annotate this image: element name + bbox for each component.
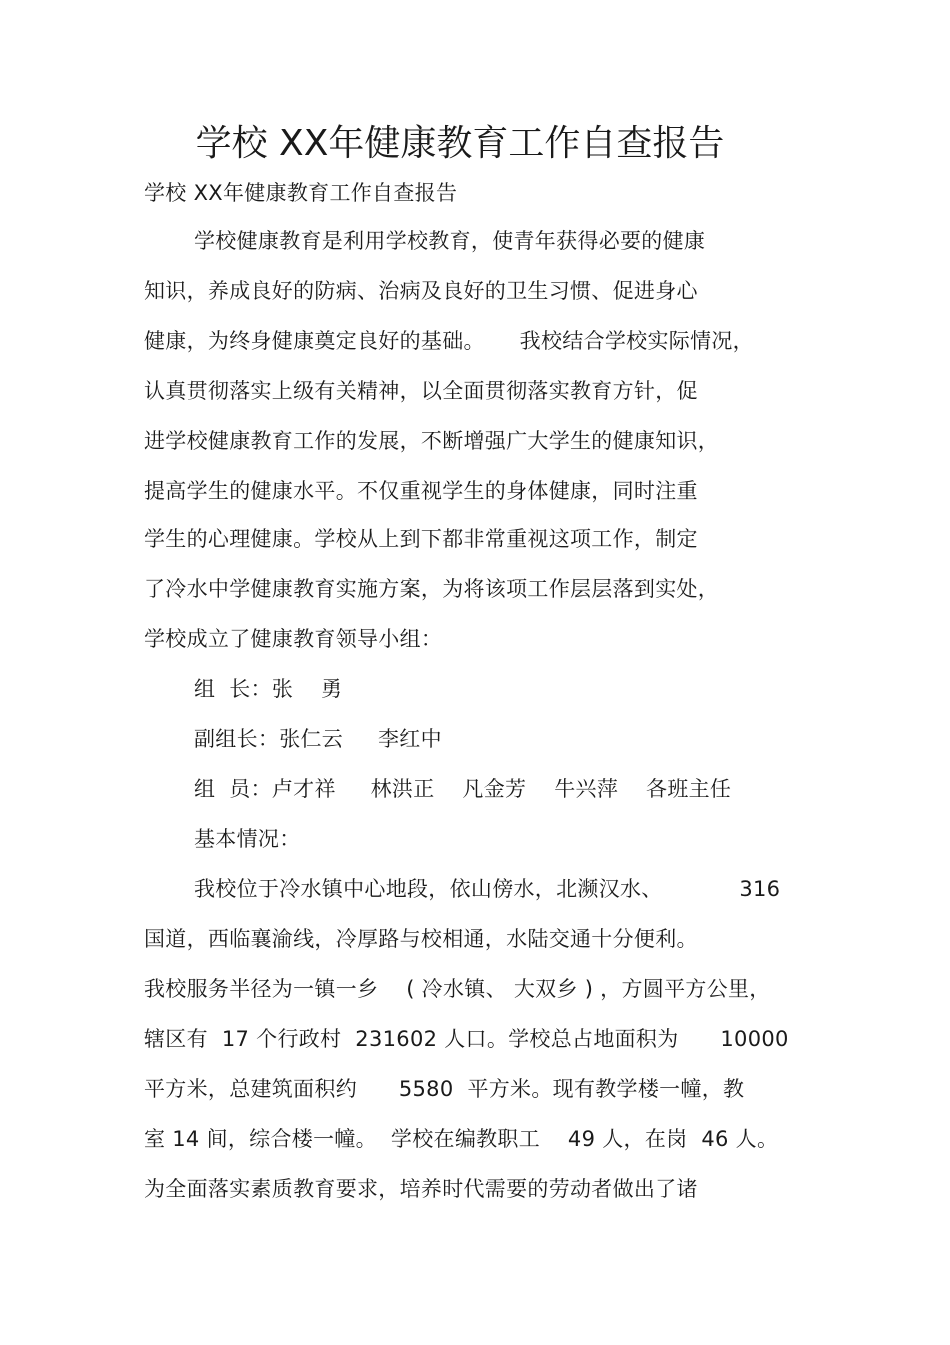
section-heading: 基本情况： — [194, 827, 301, 851]
body-line: 平方米，总建筑面积约 5580 平方米。现有教学楼一幢，教 — [144, 1077, 745, 1101]
body-line: 国道，西临襄渝线，冷厚路与校相通，水陆交通十分便利。 — [144, 927, 698, 951]
body-line: 室 14 间，综合楼一幢。 学校在编教职工 49 人，在岗 46 人。 — [144, 1127, 779, 1151]
body-line: 认真贯彻落实上级有关精神，以全面贯彻落实教育方针，促 — [144, 379, 698, 403]
body-line: 学校成立了健康教育领导小组： — [144, 627, 443, 651]
body-line: 提高学生的健康水平。不仅重视学生的身体健康，同时注重 — [144, 479, 698, 503]
body-line: 我校服务半径为一镇一乡 ( 冷水镇、 大双乡 ) ，方圆平方公里， — [144, 977, 771, 1001]
subtitle-line: 学校 XX年健康教育工作自查报告 — [144, 181, 458, 205]
body-line: 了冷水中学健康教育实施方案，为将该项工作层层落到实处， — [144, 577, 720, 601]
body-line: 辖区有 17 个行政村 231602 人口。学校总占地面积为 10000 — [144, 1027, 789, 1051]
document-title: 学校 XX年健康教育工作自查报告 — [195, 123, 725, 164]
body-line: 知识，养成良好的防病、治病及良好的卫生习惯、促进身心 — [144, 279, 698, 303]
group-members-line: 组 员：卢才祥 林洪正 凡金芳 牛兴萍 各班主任 — [194, 777, 732, 801]
body-line: 学校健康教育是利用学校教育，使青年获得必要的健康 — [194, 229, 706, 253]
body-line: 为全面落实素质教育要求，培养时代需要的劳动者做出了诸 — [144, 1177, 698, 1201]
body-line: 进学校健康教育工作的发展，不断增强广大学生的健康知识， — [144, 429, 720, 453]
group-leader-line: 组 长：张 勇 — [194, 677, 343, 701]
body-line: 我校位于冷水镇中心地段，依山傍水，北濒汉水、 316 — [194, 877, 781, 901]
body-line: 健康，为终身健康奠定良好的基础。 我校结合学校实际情况， — [144, 329, 754, 353]
body-line: 学生的心理健康。学校从上到下都非常重视这项工作，制定 — [144, 527, 698, 551]
group-deputy-line: 副组长：张仁云 李红中 — [194, 727, 442, 751]
